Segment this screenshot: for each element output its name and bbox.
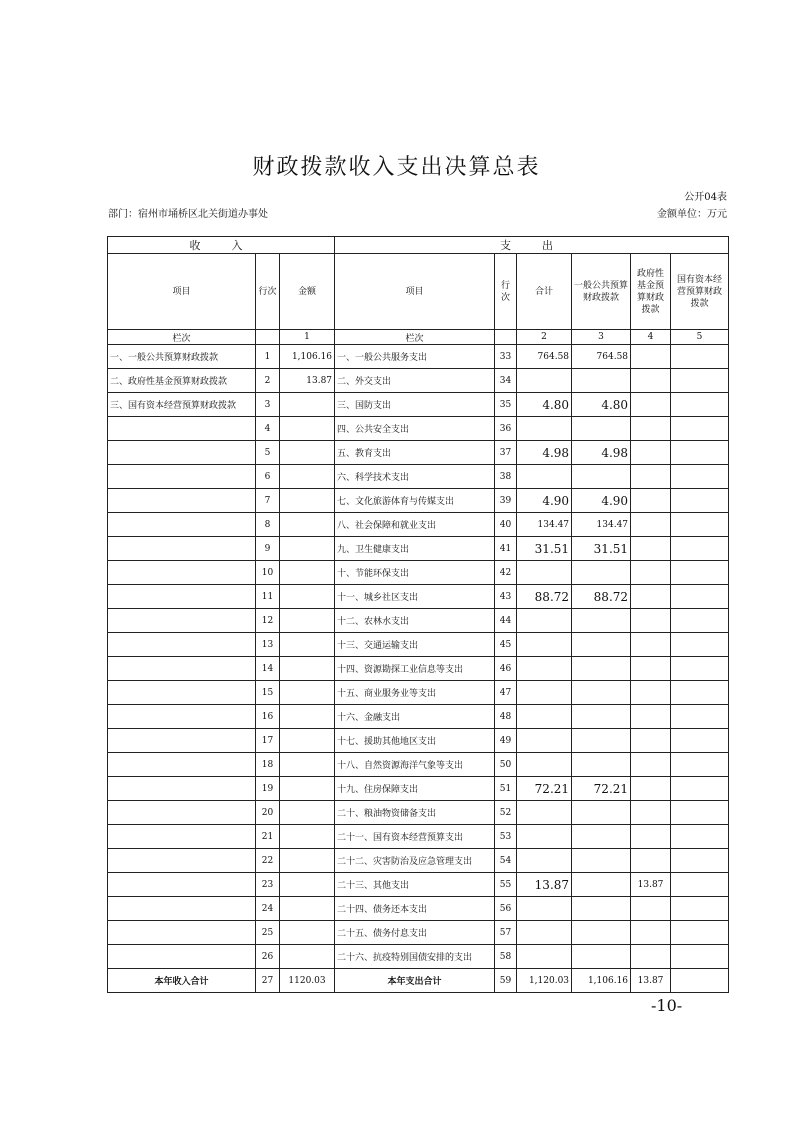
- expense-item-cell: 三、国防支出: [335, 393, 495, 417]
- fund-budget-cell: [631, 897, 671, 921]
- expense-item-cell: 二十三、其他支出: [335, 873, 495, 897]
- income-amount-cell: [280, 777, 335, 801]
- totals-row: [108, 969, 729, 993]
- income-amount-cell: [280, 585, 335, 609]
- table-row: [108, 345, 729, 369]
- header-expense-line: 行次: [495, 254, 517, 330]
- table-row: [108, 513, 729, 537]
- expense-total-line: 59: [495, 969, 517, 993]
- expense-item-cell: 十八、自然资源海洋气象等支出: [335, 753, 495, 777]
- fund-budget-cell: [631, 537, 671, 561]
- header-income-item: 项目: [108, 254, 256, 330]
- state-capital-cell: [671, 873, 729, 897]
- state-capital-cell: [671, 729, 729, 753]
- table-row: [108, 585, 729, 609]
- income-line-cell: 7: [256, 489, 280, 513]
- general-budget-cell: [572, 705, 631, 729]
- expense-line-cell: 50: [495, 753, 517, 777]
- income-line-cell: 3: [256, 393, 280, 417]
- table-row: [108, 441, 729, 465]
- expense-total-cell: 31.51: [517, 537, 572, 561]
- fund-budget-cell: [631, 945, 671, 969]
- header-general-budget: 一般公共预算财政拨款: [572, 254, 631, 330]
- state-capital-cell: [671, 537, 729, 561]
- expense-line-cell: 48: [495, 705, 517, 729]
- department-label: 部门：宿州市埇桥区北关街道办事处: [108, 209, 268, 220]
- income-line-cell: 26: [256, 945, 280, 969]
- fund-budget-cell: [631, 705, 671, 729]
- column-number-blank: [256, 330, 280, 345]
- general-budget-cell: [572, 873, 631, 897]
- state-capital-cell: [671, 345, 729, 369]
- fund-budget-cell: [631, 441, 671, 465]
- expense-total-cell: [517, 561, 572, 585]
- state-capital-cell: [671, 657, 729, 681]
- expense-item-cell: 二十、粮油物资储备支出: [335, 801, 495, 825]
- expense-item-cell: 五、教育支出: [335, 441, 495, 465]
- fund-budget-cell: [631, 801, 671, 825]
- income-total-label: 本年收入合计: [108, 969, 256, 993]
- general-budget-cell: [572, 849, 631, 873]
- state-capital-cell: [671, 393, 729, 417]
- income-amount-cell: [280, 801, 335, 825]
- income-amount-cell: [280, 945, 335, 969]
- expense-total-cell: [517, 897, 572, 921]
- income-item-cell: [108, 705, 256, 729]
- income-amount-cell: [280, 633, 335, 657]
- expense-item-cell: 十四、资源勘探工业信息等支出: [335, 657, 495, 681]
- table-row: [108, 729, 729, 753]
- column-label: 栏次: [108, 330, 256, 345]
- expense-line-cell: 45: [495, 633, 517, 657]
- general-budget-cell: [572, 609, 631, 633]
- income-item-cell: [108, 609, 256, 633]
- general-budget-cell: [572, 657, 631, 681]
- income-item-cell: [108, 921, 256, 945]
- unit-label: 金额单位：万元: [657, 209, 727, 220]
- general-budget-cell: 31.51: [572, 537, 631, 561]
- expense-line-cell: 36: [495, 417, 517, 441]
- income-item-cell: [108, 777, 256, 801]
- income-item-cell: [108, 441, 256, 465]
- income-amount-cell: [280, 537, 335, 561]
- budget-summary-table: [107, 236, 729, 993]
- expense-total-cell: [517, 417, 572, 441]
- column-number: 3: [572, 330, 631, 345]
- income-section-header: 收 入: [108, 237, 335, 254]
- general-budget-cell: [572, 897, 631, 921]
- income-item-cell: [108, 585, 256, 609]
- income-item-cell: [108, 633, 256, 657]
- expense-total-cell: 4.80: [517, 393, 572, 417]
- expense-item-cell: 二十一、国有资本经营预算支出: [335, 825, 495, 849]
- state-capital-cell: [671, 753, 729, 777]
- expense-item-cell: 十三、交通运输支出: [335, 633, 495, 657]
- expense-total-cell: [517, 825, 572, 849]
- expense-total-cell: [517, 465, 572, 489]
- expense-line-cell: 46: [495, 657, 517, 681]
- income-total-amount: 1120.03: [280, 969, 335, 993]
- expense-item-cell: 十六、金融支出: [335, 705, 495, 729]
- expense-item-cell: 六、科学技术支出: [335, 465, 495, 489]
- expense-total-cell: [517, 921, 572, 945]
- income-item-cell: 三、国有资本经营预算财政拨款: [108, 393, 256, 417]
- income-line-cell: 17: [256, 729, 280, 753]
- fund-budget-cell: [631, 465, 671, 489]
- income-item-cell: [108, 801, 256, 825]
- income-item-cell: 一、一般公共预算财政拨款: [108, 345, 256, 369]
- general-budget-cell: [572, 465, 631, 489]
- expense-total-general: 1,106.16: [572, 969, 631, 993]
- expense-item-cell: 十一、城乡社区支出: [335, 585, 495, 609]
- income-item-cell: [108, 489, 256, 513]
- income-amount-cell: [280, 921, 335, 945]
- expense-item-cell: 十二、农林水支出: [335, 609, 495, 633]
- income-line-cell: 1: [256, 345, 280, 369]
- general-budget-cell: [572, 801, 631, 825]
- table-row: [108, 417, 729, 441]
- expense-item-cell: 二十五、债务付息支出: [335, 921, 495, 945]
- income-amount-cell: [280, 561, 335, 585]
- expense-line-cell: 40: [495, 513, 517, 537]
- general-budget-cell: 4.80: [572, 393, 631, 417]
- header-fund-budget: 政府性基金预算财政拨款: [631, 254, 671, 330]
- fund-budget-cell: [631, 417, 671, 441]
- table-row: [108, 561, 729, 585]
- column-number-blank: [495, 330, 517, 345]
- header-total: 合计: [517, 254, 572, 330]
- income-line-cell: 22: [256, 849, 280, 873]
- state-capital-cell: [671, 801, 729, 825]
- header-income-line: 行次: [256, 254, 280, 330]
- general-budget-cell: [572, 561, 631, 585]
- expense-item-cell: 二十二、灾害防治及应急管理支出: [335, 849, 495, 873]
- general-budget-cell: [572, 369, 631, 393]
- state-capital-cell: [671, 681, 729, 705]
- state-capital-cell: [671, 777, 729, 801]
- income-item-cell: [108, 849, 256, 873]
- income-amount-cell: [280, 705, 335, 729]
- expense-line-cell: 52: [495, 801, 517, 825]
- table-row: [108, 465, 729, 489]
- state-capital-cell: [671, 465, 729, 489]
- state-capital-cell: [671, 633, 729, 657]
- column-number: 4: [631, 330, 671, 345]
- income-item-cell: [108, 465, 256, 489]
- fund-budget-cell: [631, 849, 671, 873]
- expense-total-cell: [517, 753, 572, 777]
- state-capital-cell: [671, 585, 729, 609]
- income-line-cell: 23: [256, 873, 280, 897]
- income-line-cell: 6: [256, 465, 280, 489]
- income-amount-cell: [280, 657, 335, 681]
- expense-total-cell: [517, 681, 572, 705]
- expense-total-label: 本年支出合计: [335, 969, 495, 993]
- state-capital-cell: [671, 945, 729, 969]
- header-income-amount: 金额: [280, 254, 335, 330]
- fund-budget-cell: [631, 609, 671, 633]
- income-line-cell: 24: [256, 897, 280, 921]
- expense-line-cell: 53: [495, 825, 517, 849]
- table-row: [108, 393, 729, 417]
- income-amount-cell: [280, 489, 335, 513]
- income-amount-cell: [280, 849, 335, 873]
- income-line-cell: 15: [256, 681, 280, 705]
- column-number: 1: [280, 330, 335, 345]
- fund-budget-cell: [631, 633, 671, 657]
- table-row: [108, 681, 729, 705]
- state-capital-cell: [671, 921, 729, 945]
- expense-total-cell: [517, 945, 572, 969]
- expense-total-cell: [517, 633, 572, 657]
- state-capital-cell: [671, 417, 729, 441]
- expense-line-cell: 49: [495, 729, 517, 753]
- expense-total-cell: 88.72: [517, 585, 572, 609]
- expense-section-header: 支 出: [335, 237, 729, 254]
- table-row: [108, 753, 729, 777]
- expense-total-cell: 134.47: [517, 513, 572, 537]
- expense-item-cell: 十七、援助其他地区支出: [335, 729, 495, 753]
- income-amount-cell: [280, 681, 335, 705]
- expense-line-cell: 55: [495, 873, 517, 897]
- general-budget-cell: [572, 417, 631, 441]
- income-amount-cell: [280, 753, 335, 777]
- expense-item-cell: 八、社会保障和就业支出: [335, 513, 495, 537]
- page-title: 财政拨款收入支出决算总表: [252, 155, 541, 180]
- expense-line-cell: 41: [495, 537, 517, 561]
- section-header-row: [108, 237, 729, 254]
- income-line-cell: 18: [256, 753, 280, 777]
- expense-total-cell: [517, 729, 572, 753]
- general-budget-cell: 72.21: [572, 777, 631, 801]
- income-amount-cell: 13.87: [280, 369, 335, 393]
- income-item-cell: [108, 681, 256, 705]
- income-item-cell: [108, 825, 256, 849]
- income-line-cell: 2: [256, 369, 280, 393]
- income-line-cell: 8: [256, 513, 280, 537]
- table-row: [108, 777, 729, 801]
- income-total-line: 27: [256, 969, 280, 993]
- expense-total-cell: 764.58: [517, 345, 572, 369]
- fund-budget-cell: [631, 561, 671, 585]
- income-amount-cell: [280, 609, 335, 633]
- fund-budget-cell: [631, 753, 671, 777]
- expense-line-cell: 43: [495, 585, 517, 609]
- expense-total-cell: [517, 657, 572, 681]
- fund-budget-cell: 13.87: [631, 873, 671, 897]
- income-amount-cell: [280, 465, 335, 489]
- general-budget-cell: 764.58: [572, 345, 631, 369]
- income-line-cell: 5: [256, 441, 280, 465]
- expense-item-cell: 十、节能环保支出: [335, 561, 495, 585]
- fund-budget-cell: [631, 513, 671, 537]
- general-budget-cell: 4.90: [572, 489, 631, 513]
- state-capital-cell: [671, 441, 729, 465]
- income-amount-cell: [280, 873, 335, 897]
- expense-line-cell: 39: [495, 489, 517, 513]
- expense-total-cell: [517, 801, 572, 825]
- general-budget-cell: [572, 825, 631, 849]
- general-budget-cell: [572, 729, 631, 753]
- expense-total-fund: 13.87: [631, 969, 671, 993]
- header-expense-item: 项目: [335, 254, 495, 330]
- expense-item-cell: 九、卫生健康支出: [335, 537, 495, 561]
- expense-line-cell: 33: [495, 345, 517, 369]
- fund-budget-cell: [631, 345, 671, 369]
- column-number: 2: [517, 330, 572, 345]
- income-line-cell: 13: [256, 633, 280, 657]
- state-capital-cell: [671, 609, 729, 633]
- expense-line-cell: 42: [495, 561, 517, 585]
- expense-item-cell: 二十六、抗疫特别国债安排的支出: [335, 945, 495, 969]
- income-amount-cell: [280, 825, 335, 849]
- general-budget-cell: [572, 633, 631, 657]
- income-line-cell: 4: [256, 417, 280, 441]
- general-budget-cell: [572, 945, 631, 969]
- fund-budget-cell: [631, 921, 671, 945]
- income-amount-cell: [280, 513, 335, 537]
- expense-total-cell: [517, 609, 572, 633]
- expense-line-cell: 35: [495, 393, 517, 417]
- table-row: [108, 537, 729, 561]
- income-item-cell: [108, 537, 256, 561]
- expense-total-cell: [517, 849, 572, 873]
- table-row: [108, 873, 729, 897]
- income-item-cell: [108, 729, 256, 753]
- expense-total-cell: 72.21: [517, 777, 572, 801]
- income-amount-cell: [280, 897, 335, 921]
- income-item-cell: [108, 753, 256, 777]
- table-row: [108, 825, 729, 849]
- expense-item-cell: 二、外交支出: [335, 369, 495, 393]
- expense-total-state: [671, 969, 729, 993]
- table-row: [108, 801, 729, 825]
- table-row: [108, 369, 729, 393]
- state-capital-cell: [671, 825, 729, 849]
- expense-total-cell: [517, 369, 572, 393]
- table-row: [108, 657, 729, 681]
- expense-total-cell: 4.90: [517, 489, 572, 513]
- income-line-cell: 16: [256, 705, 280, 729]
- income-line-cell: 11: [256, 585, 280, 609]
- income-line-cell: 21: [256, 825, 280, 849]
- column-header-row: [108, 254, 729, 330]
- expense-line-cell: 51: [495, 777, 517, 801]
- expense-total-cell: 4.98: [517, 441, 572, 465]
- expense-line-cell: 58: [495, 945, 517, 969]
- income-amount-cell: [280, 729, 335, 753]
- expense-item-cell: 十五、商业服务业等支出: [335, 681, 495, 705]
- column-number-row: [108, 330, 729, 345]
- expense-item-cell: 二十四、债务还本支出: [335, 897, 495, 921]
- income-amount-cell: [280, 441, 335, 465]
- income-item-cell: [108, 561, 256, 585]
- expense-item-cell: 一、一般公共服务支出: [335, 345, 495, 369]
- income-line-cell: 25: [256, 921, 280, 945]
- expense-item-cell: 七、文化旅游体育与传媒支出: [335, 489, 495, 513]
- state-capital-cell: [671, 561, 729, 585]
- fund-budget-cell: [631, 825, 671, 849]
- expense-line-cell: 54: [495, 849, 517, 873]
- income-line-cell: 9: [256, 537, 280, 561]
- expense-line-cell: 44: [495, 609, 517, 633]
- page-number: -10-: [651, 996, 683, 1015]
- fund-budget-cell: [631, 489, 671, 513]
- state-capital-cell: [671, 897, 729, 921]
- table-row: [108, 705, 729, 729]
- column-number: 5: [671, 330, 729, 345]
- income-line-cell: 14: [256, 657, 280, 681]
- table-row: [108, 633, 729, 657]
- expense-line-cell: 56: [495, 897, 517, 921]
- fund-budget-cell: [631, 369, 671, 393]
- state-capital-cell: [671, 705, 729, 729]
- expense-line-cell: 37: [495, 441, 517, 465]
- income-item-cell: [108, 897, 256, 921]
- income-item-cell: [108, 945, 256, 969]
- state-capital-cell: [671, 369, 729, 393]
- state-capital-cell: [671, 849, 729, 873]
- income-line-cell: 10: [256, 561, 280, 585]
- expense-line-cell: 38: [495, 465, 517, 489]
- income-item-cell: [108, 873, 256, 897]
- column-label: 栏次: [335, 330, 495, 345]
- general-budget-cell: 88.72: [572, 585, 631, 609]
- table-row: [108, 897, 729, 921]
- income-item-cell: [108, 417, 256, 441]
- state-capital-cell: [671, 513, 729, 537]
- general-budget-cell: 134.47: [572, 513, 631, 537]
- fund-budget-cell: [631, 585, 671, 609]
- table-row: [108, 849, 729, 873]
- income-item-cell: [108, 513, 256, 537]
- expense-item-cell: 四、公共安全支出: [335, 417, 495, 441]
- general-budget-cell: [572, 753, 631, 777]
- income-line-cell: 12: [256, 609, 280, 633]
- expense-line-cell: 57: [495, 921, 517, 945]
- expense-total-cell: [517, 705, 572, 729]
- table-row: [108, 945, 729, 969]
- table-row: [108, 489, 729, 513]
- general-budget-cell: [572, 921, 631, 945]
- expense-line-cell: 34: [495, 369, 517, 393]
- income-amount-cell: 1,106.16: [280, 345, 335, 369]
- general-budget-cell: [572, 681, 631, 705]
- fund-budget-cell: [631, 393, 671, 417]
- header-state-capital: 国有资本经营预算财政拨款: [671, 254, 729, 330]
- expense-total-amount: 1,120.03: [517, 969, 572, 993]
- fund-budget-cell: [631, 657, 671, 681]
- state-capital-cell: [671, 489, 729, 513]
- fund-budget-cell: [631, 729, 671, 753]
- general-budget-cell: 4.98: [572, 441, 631, 465]
- expense-line-cell: 47: [495, 681, 517, 705]
- table-row: [108, 609, 729, 633]
- fund-budget-cell: [631, 777, 671, 801]
- income-item-cell: [108, 657, 256, 681]
- income-line-cell: 20: [256, 801, 280, 825]
- table-number: 公开04表: [684, 192, 727, 203]
- income-amount-cell: [280, 393, 335, 417]
- income-item-cell: 二、政府性基金预算财政拨款: [108, 369, 256, 393]
- fund-budget-cell: [631, 681, 671, 705]
- income-amount-cell: [280, 417, 335, 441]
- income-line-cell: 19: [256, 777, 280, 801]
- table-row: [108, 921, 729, 945]
- expense-item-cell: 十九、住房保障支出: [335, 777, 495, 801]
- expense-total-cell: 13.87: [517, 873, 572, 897]
